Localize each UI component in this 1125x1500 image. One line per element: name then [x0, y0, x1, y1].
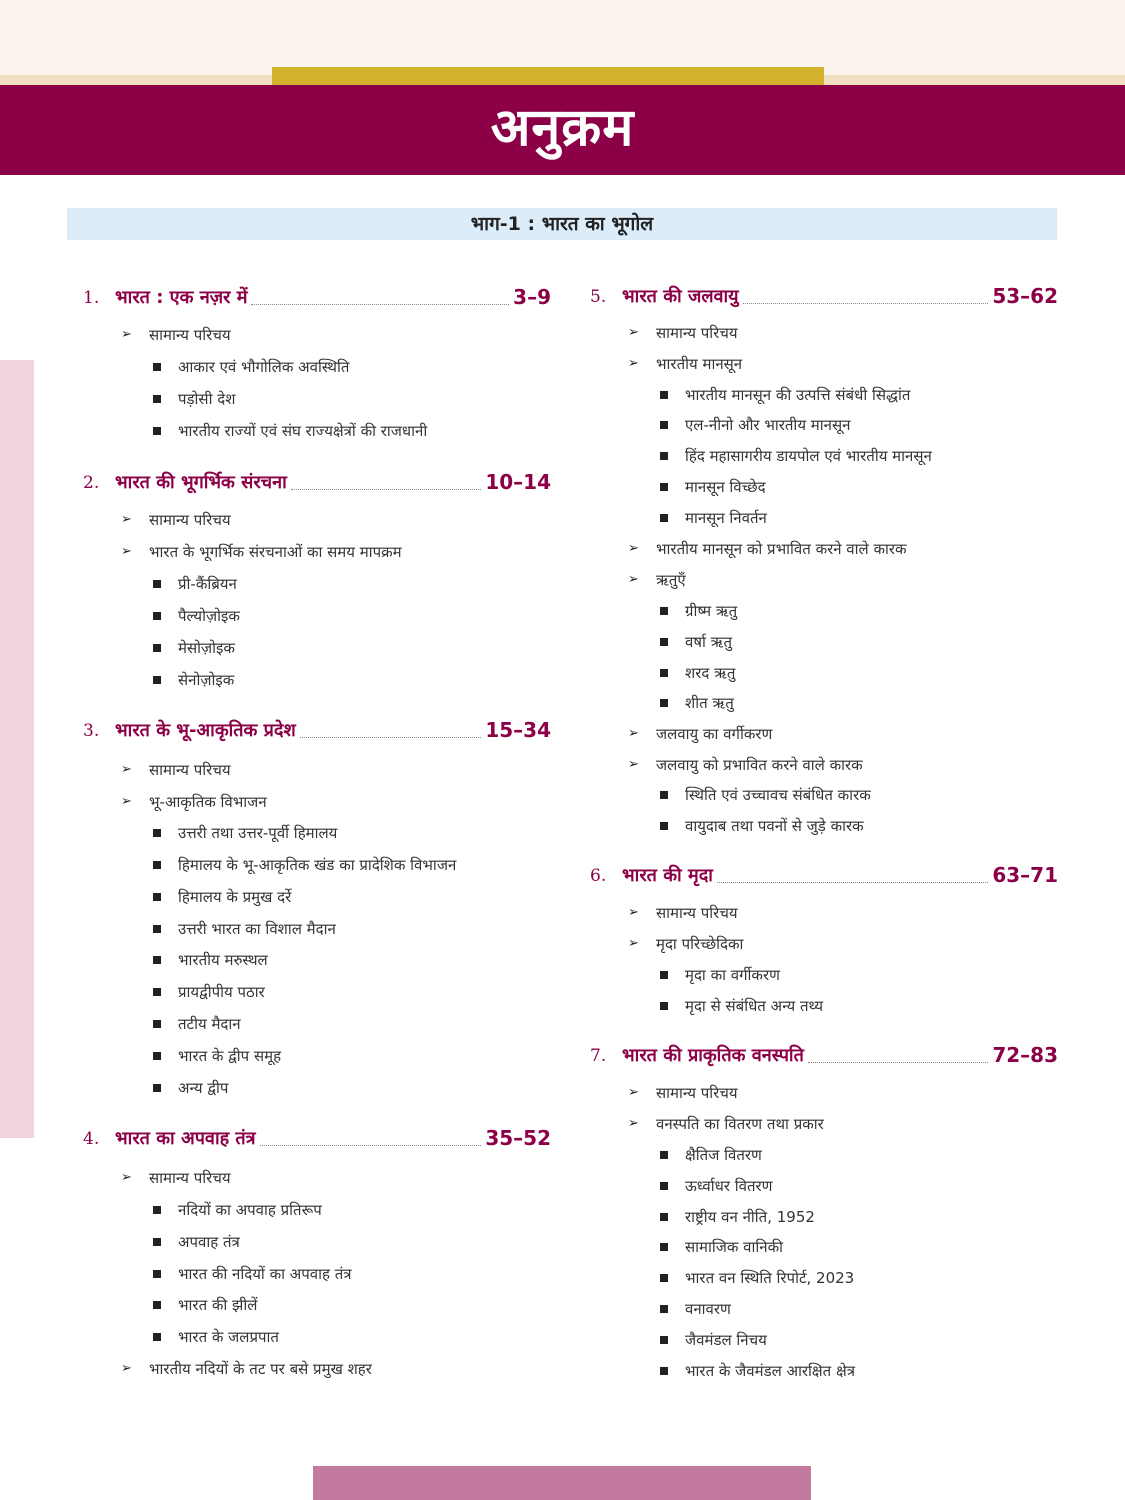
toc-sub-subtopic[interactable] — [660, 964, 780, 986]
square-bullet-icon — [153, 363, 161, 371]
toc-item-text: सामान्य परिचय — [149, 761, 231, 779]
toc-subtopic[interactable] — [628, 1082, 738, 1104]
square-bullet-icon — [153, 395, 161, 403]
square-bullet-icon — [153, 1052, 161, 1060]
gold-accent-bar — [272, 67, 824, 85]
toc-sub-subtopic[interactable] — [153, 420, 427, 442]
chapter-page-range: 53–62 — [992, 284, 1058, 308]
toc-sub-subtopic[interactable] — [660, 1298, 731, 1320]
toc-item-text: वनावरण — [685, 1300, 731, 1318]
arrow-bullet-icon: ➢ — [121, 1361, 132, 1376]
toc-sub-subtopic[interactable] — [660, 1206, 815, 1228]
chapter-page-range: 10–14 — [485, 470, 551, 494]
square-bullet-icon — [660, 514, 668, 522]
chapter-number: 5. — [590, 287, 607, 307]
chapter-heading[interactable] — [83, 1122, 551, 1152]
toc-subtopic[interactable] — [628, 538, 907, 560]
toc-item-text: ऊर्ध्वाधर वितरण — [685, 1177, 773, 1195]
toc-item-text: अपवाह तंत्र — [178, 1233, 240, 1251]
toc-item-text: एल-नीनो और भारतीय मानसून — [685, 416, 851, 434]
toc-item-text: प्रायद्वीपीय पठार — [178, 983, 265, 1001]
bottom-accent-bar — [313, 1466, 811, 1500]
chapter-page-range: 35–52 — [485, 1126, 551, 1150]
toc-sub-subtopic[interactable] — [153, 669, 234, 691]
chapter-heading[interactable] — [590, 859, 1058, 889]
toc-item-text: भारतीय मरुस्थल — [178, 951, 268, 969]
toc-sub-subtopic[interactable] — [153, 573, 237, 595]
toc-item-text: भारत के द्वीप समूह — [178, 1047, 282, 1065]
chapter-heading[interactable] — [590, 1039, 1058, 1069]
chapter-page-range: 63–71 — [992, 863, 1058, 887]
square-bullet-icon — [660, 607, 668, 615]
arrow-bullet-icon: ➢ — [628, 726, 639, 741]
toc-sub-subtopic[interactable] — [153, 1013, 241, 1035]
chapter-title: भारत की प्राकृतिक वनस्पति — [622, 1045, 804, 1066]
arrow-bullet-icon: ➢ — [628, 936, 639, 951]
toc-subtopic[interactable] — [121, 324, 231, 346]
toc-sub-subtopic[interactable] — [660, 815, 864, 837]
chapter-number: 2. — [83, 473, 100, 493]
square-bullet-icon — [660, 1305, 668, 1313]
chapter-heading[interactable] — [590, 280, 1058, 310]
part-banner — [67, 208, 1057, 240]
square-bullet-icon — [153, 644, 161, 652]
toc-item-text: वर्षा ऋतु — [685, 633, 733, 651]
toc-item-text: उत्तरी तथा उत्तर-पूर्वी हिमालय — [178, 824, 338, 842]
arrow-bullet-icon: ➢ — [628, 325, 639, 340]
square-bullet-icon — [153, 1020, 161, 1028]
toc-sub-subtopic[interactable] — [153, 981, 265, 1003]
square-bullet-icon — [153, 1270, 161, 1278]
square-bullet-icon — [153, 1238, 161, 1246]
toc-item-text: सामान्य परिचय — [656, 324, 738, 342]
toc-sub-subtopic[interactable] — [660, 662, 735, 684]
square-bullet-icon — [153, 580, 161, 588]
toc-item-text: भारतीय मानसून को प्रभावित करने वाले कारक — [656, 540, 907, 558]
toc-subtopic[interactable] — [628, 569, 686, 591]
toc-sub-subtopic[interactable] — [660, 1360, 855, 1382]
chapter-number: 7. — [590, 1046, 607, 1066]
toc-item-text: आकार एवं भौगोलिक अवस्थिति — [178, 358, 350, 376]
toc-item-text: पड़ोसी देश — [178, 390, 236, 408]
toc-sub-subtopic[interactable] — [153, 949, 268, 971]
chapter-page-range: 72–83 — [992, 1043, 1058, 1067]
toc-item-text: वनस्पति का वितरण तथा प्रकार — [656, 1115, 824, 1133]
chapter-number: 1. — [83, 288, 100, 308]
toc-item-text: मेसोज़ोइक — [178, 639, 235, 657]
square-bullet-icon — [153, 925, 161, 933]
toc-item-text: नदियों का अपवाह प्रतिरूप — [178, 1201, 322, 1219]
toc-sub-subtopic[interactable] — [660, 1175, 773, 1197]
toc-item-text: मृदा का वर्गीकरण — [685, 966, 780, 984]
toc-sub-subtopic[interactable] — [660, 445, 932, 467]
toc-item-text: सामान्य परिचय — [149, 326, 231, 344]
square-bullet-icon — [660, 822, 668, 830]
toc-item-text: भारतीय नदियों के तट पर बसे प्रमुख शहर — [149, 1360, 372, 1378]
toc-item-text: भारत की नदियों का अपवाह तंत्र — [178, 1265, 352, 1283]
chapter-title: भारत के भू-आकृतिक प्रदेश — [115, 720, 296, 741]
chapter-number: 4. — [83, 1129, 100, 1149]
toc-item-text: भारत के जलप्रपात — [178, 1328, 279, 1346]
square-bullet-icon — [660, 1243, 668, 1251]
toc-sub-subtopic[interactable] — [153, 1045, 281, 1067]
arrow-bullet-icon: ➢ — [121, 794, 132, 809]
toc-item-text: प्री-कैंब्रियन — [178, 575, 237, 593]
toc-subtopic[interactable] — [121, 541, 402, 563]
square-bullet-icon — [660, 669, 668, 677]
square-bullet-icon — [153, 427, 161, 435]
toc-sub-subtopic[interactable] — [153, 1263, 352, 1285]
toc-item-text: भारत की झीलें — [178, 1296, 258, 1314]
chapter-title: भारत की मृदा — [622, 865, 713, 886]
square-bullet-icon — [153, 829, 161, 837]
square-bullet-icon — [153, 612, 161, 620]
square-bullet-icon — [153, 861, 161, 869]
toc-sub-subtopic[interactable] — [660, 1236, 783, 1258]
toc-item-text: हिमालय के भू-आकृतिक खंड का प्रादेशिक विभाजन — [178, 856, 457, 874]
toc-item-text: भारतीय राज्यों एवं संघ राज्यक्षेत्रों की राजधानी — [178, 422, 428, 440]
dot-leader — [808, 1062, 988, 1063]
square-bullet-icon — [660, 483, 668, 491]
square-bullet-icon — [153, 676, 161, 684]
toc-item-text: मृदा परिच्छेदिका — [656, 935, 744, 953]
square-bullet-icon — [660, 1274, 668, 1282]
toc-item-text: भू-आकृतिक विभाजन — [149, 793, 267, 811]
toc-item-text: भारत के जैवमंडल आरक्षित क्षेत्र — [685, 1362, 856, 1380]
dot-leader — [291, 489, 482, 490]
toc-item-text: वायुदाब तथा पवनों से जुड़े कारक — [685, 817, 864, 835]
toc-item-text: जैवमंडल निचय — [685, 1331, 767, 1349]
toc-subtopic[interactable] — [628, 902, 738, 924]
toc-subtopic[interactable] — [121, 759, 231, 781]
toc-sub-subtopic[interactable] — [153, 356, 349, 378]
toc-item-text: क्षैतिज वितरण — [685, 1146, 762, 1164]
toc-sub-subtopic[interactable] — [153, 1231, 240, 1253]
toc-item-text: सेनोज़ोइक — [178, 671, 235, 689]
arrow-bullet-icon: ➢ — [121, 1170, 132, 1185]
toc-item-text: शरद ऋतु — [685, 664, 736, 682]
arrow-bullet-icon: ➢ — [628, 757, 639, 772]
dot-leader — [717, 882, 988, 883]
chapter-title: भारत की भूगर्भिक संरचना — [115, 472, 287, 493]
square-bullet-icon — [153, 1084, 161, 1092]
chapter-title: भारत का अपवाह तंत्र — [115, 1128, 256, 1149]
dot-leader — [251, 304, 509, 305]
toc-sub-subtopic[interactable] — [153, 854, 456, 876]
side-decoration-strip — [0, 360, 34, 1138]
toc-item-text: ग्रीष्म ऋतु — [685, 602, 738, 620]
toc-sub-subtopic[interactable] — [153, 1294, 257, 1316]
toc-sub-subtopic[interactable] — [153, 1326, 279, 1348]
toc-sub-subtopic[interactable] — [660, 384, 910, 406]
toc-item-text: स्थिति एवं उच्चावच संबंधित कारक — [685, 786, 871, 804]
dot-leader — [743, 303, 989, 304]
toc-item-text: भारतीय मानसून — [656, 355, 743, 373]
toc-sub-subtopic[interactable] — [153, 886, 291, 908]
toc-sub-subtopic[interactable] — [153, 1199, 322, 1221]
square-bullet-icon — [660, 971, 668, 979]
toc-sub-subtopic[interactable] — [153, 918, 336, 940]
arrow-bullet-icon: ➢ — [628, 572, 639, 587]
square-bullet-icon — [660, 1336, 668, 1344]
toc-item-text: हिमालय के प्रमुख दर्रे — [178, 888, 292, 906]
toc-sub-subtopic[interactable] — [153, 637, 235, 659]
toc-sub-subtopic[interactable] — [660, 1267, 854, 1289]
toc-sub-subtopic[interactable] — [660, 414, 850, 436]
toc-item-text: भारत के भूगर्भिक संरचनाओं का समय मापक्रम — [149, 543, 402, 561]
contents-header — [0, 85, 1125, 175]
square-bullet-icon — [153, 1206, 161, 1214]
square-bullet-icon — [660, 452, 668, 460]
toc-item-text: सामान्य परिचय — [149, 511, 231, 529]
square-bullet-icon — [660, 1182, 668, 1190]
arrow-bullet-icon: ➢ — [121, 327, 132, 342]
square-bullet-icon — [153, 956, 161, 964]
chapter-page-range: 15–34 — [485, 718, 551, 742]
arrow-bullet-icon: ➢ — [628, 1116, 639, 1131]
dot-leader — [300, 737, 482, 738]
toc-sub-subtopic[interactable] — [660, 995, 823, 1017]
toc-subtopic[interactable] — [628, 723, 772, 745]
toc-item-text: भारत वन स्थिति रिपोर्ट, 2023 — [685, 1269, 855, 1287]
chapter-page-range: 3–9 — [513, 285, 551, 309]
square-bullet-icon — [660, 638, 668, 646]
toc-subtopic[interactable] — [121, 1358, 372, 1380]
toc-item-text: राष्ट्रीय वन नीति, 1952 — [685, 1208, 815, 1226]
toc-item-text: मृदा से संबंधित अन्य तथ्य — [685, 997, 824, 1015]
toc-item-text: सामाजिक वानिकी — [685, 1238, 784, 1256]
arrow-bullet-icon: ➢ — [628, 356, 639, 371]
toc-subtopic[interactable] — [628, 754, 863, 776]
toc-subtopic[interactable] — [121, 509, 231, 531]
arrow-bullet-icon: ➢ — [628, 905, 639, 920]
square-bullet-icon — [153, 988, 161, 996]
toc-item-text: मानसून विच्छेद — [685, 478, 766, 496]
arrow-bullet-icon: ➢ — [628, 1085, 639, 1100]
chapter-title: भारत : एक नज़र में — [115, 287, 248, 308]
square-bullet-icon — [660, 421, 668, 429]
toc-subtopic[interactable] — [628, 322, 738, 344]
arrow-bullet-icon: ➢ — [121, 544, 132, 559]
arrow-bullet-icon: ➢ — [121, 762, 132, 777]
toc-sub-subtopic[interactable] — [153, 388, 235, 410]
chapter-number: 3. — [83, 721, 100, 741]
square-bullet-icon — [660, 699, 668, 707]
toc-item-text: भारतीय मानसून की उत्पत्ति संबंधी सिद्धांत — [685, 386, 911, 404]
toc-item-text: मानसून निवर्तन — [685, 509, 767, 527]
toc-item-text: अन्य द्वीप — [178, 1079, 229, 1097]
toc-subtopic[interactable] — [121, 791, 267, 813]
square-bullet-icon — [660, 1213, 668, 1221]
toc-sub-subtopic[interactable] — [153, 822, 337, 844]
toc-sub-subtopic[interactable] — [153, 605, 240, 627]
toc-item-text: ऋतुएँ — [656, 571, 686, 589]
toc-subtopic[interactable] — [628, 933, 743, 955]
square-bullet-icon — [153, 1301, 161, 1309]
arrow-bullet-icon: ➢ — [628, 541, 639, 556]
chapter-heading[interactable] — [83, 466, 551, 496]
toc-sub-subtopic[interactable] — [660, 784, 871, 806]
chapter-number: 6. — [590, 866, 607, 886]
toc-item-text: उत्तरी भारत का विशाल मैदान — [178, 920, 336, 938]
square-bullet-icon — [660, 1367, 668, 1375]
toc-sub-subtopic[interactable] — [660, 1144, 762, 1166]
toc-sub-subtopic[interactable] — [660, 1329, 767, 1351]
top-band — [0, 0, 1125, 75]
toc-sub-subtopic[interactable] — [660, 692, 734, 714]
toc-item-text: सामान्य परिचय — [656, 904, 738, 922]
toc-subtopic[interactable] — [121, 1167, 231, 1189]
toc-sub-subtopic[interactable] — [660, 600, 737, 622]
page-title: अनुक्रम — [490, 98, 635, 158]
square-bullet-icon — [660, 391, 668, 399]
toc-sub-subtopic[interactable] — [660, 631, 732, 653]
chapter-heading[interactable] — [83, 714, 551, 744]
square-bullet-icon — [153, 1333, 161, 1341]
toc-item-text: पैल्योज़ोइक — [178, 607, 240, 625]
toc-item-text: सामान्य परिचय — [656, 1084, 738, 1102]
toc-item-text: जलवायु को प्रभावित करने वाले कारक — [656, 756, 863, 774]
square-bullet-icon — [153, 893, 161, 901]
toc-subtopic[interactable] — [628, 1113, 824, 1135]
toc-item-text: शीत ऋतु — [685, 694, 734, 712]
toc-sub-subtopic[interactable] — [660, 507, 767, 529]
square-bullet-icon — [660, 1002, 668, 1010]
toc-item-text: तटीय मैदान — [178, 1015, 241, 1033]
square-bullet-icon — [660, 1151, 668, 1159]
toc-item-text: जलवायु का वर्गीकरण — [656, 725, 773, 743]
chapter-title: भारत की जलवायु — [622, 286, 739, 307]
toc-sub-subtopic[interactable] — [153, 1077, 228, 1099]
toc-subtopic[interactable] — [628, 353, 742, 375]
toc-item-text: हिंद महासागरीय डायपोल एवं भारतीय मानसून — [685, 447, 932, 465]
chapter-heading[interactable] — [83, 281, 551, 311]
dot-leader — [260, 1145, 482, 1146]
square-bullet-icon — [660, 791, 668, 799]
arrow-bullet-icon: ➢ — [121, 512, 132, 527]
part-title: भाग-1 : भारत का भूगोल — [470, 213, 654, 235]
toc-item-text: सामान्य परिचय — [149, 1169, 231, 1187]
toc-sub-subtopic[interactable] — [660, 476, 766, 498]
